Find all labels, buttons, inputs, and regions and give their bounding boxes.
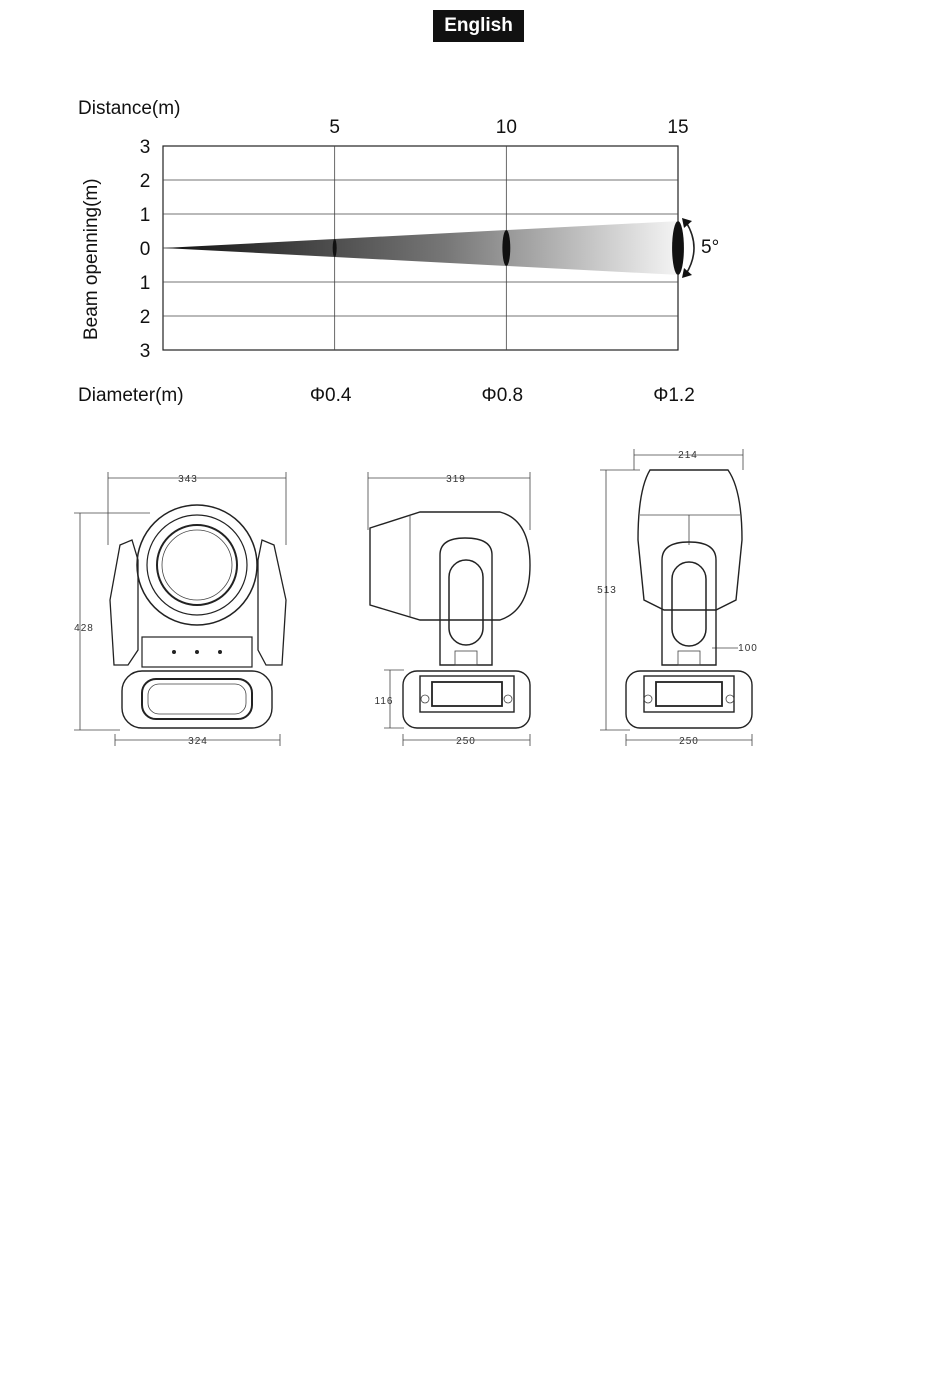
beam-opening-label: Beam openning(m) [81, 178, 102, 340]
beam-angle-label: 5° [701, 237, 720, 258]
side-width-top: 319 [446, 474, 466, 485]
y-tick-label: 2 [139, 307, 151, 328]
diameter-value-label: Φ0.4 [309, 385, 352, 406]
chart-title: Distance(m) [78, 98, 181, 119]
front-width-top: 343 [178, 474, 198, 485]
y-tick-label: 1 [139, 205, 151, 226]
back-height: 513 [597, 585, 617, 596]
y-tick-label: 3 [139, 341, 151, 362]
y-tick-label: 0 [139, 239, 151, 260]
x-tick-label: 5 [329, 117, 340, 138]
front-width-base: 324 [188, 736, 208, 747]
diameter-value-label: Φ1.2 [653, 385, 695, 406]
y-tick-label: 3 [139, 137, 151, 158]
diameter-value-label: Φ0.8 [481, 385, 524, 406]
y-tick-label: 2 [139, 171, 151, 192]
side-base-height: 116 [374, 696, 394, 707]
y-tick-label: 1 [139, 273, 151, 294]
side-view-drawing [368, 472, 530, 747]
back-width-base: 250 [679, 736, 699, 747]
diameter-label: Diameter(m) [78, 385, 184, 406]
back-offset: 100 [738, 643, 758, 654]
front-view-drawing [74, 472, 286, 747]
side-width-base: 250 [456, 736, 476, 747]
x-tick-label: 10 [495, 117, 517, 138]
x-tick-label: 15 [667, 117, 689, 138]
back-view-drawing [597, 449, 758, 747]
language-badge: English [433, 10, 524, 42]
front-height: 428 [74, 623, 94, 634]
back-width-top: 214 [678, 450, 698, 461]
